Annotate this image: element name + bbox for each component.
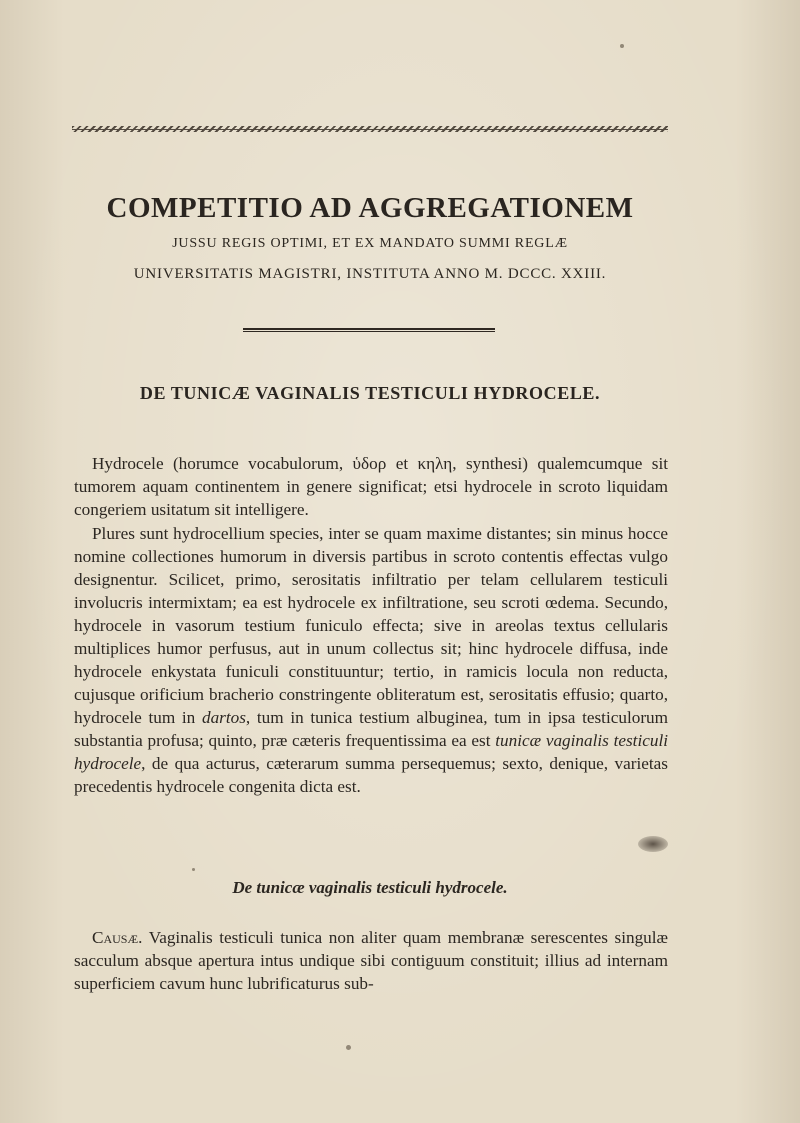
paragraph-3-text	[74, 926, 668, 995]
ornamental-rule	[72, 126, 668, 132]
subheading: De tunicæ vaginalis testiculi hydrocele.	[232, 878, 508, 897]
double-rule-divider	[243, 328, 495, 332]
paragraph-2-italic: tunicæ vaginalis testiculi hydrocele	[74, 731, 669, 773]
ink-speck	[620, 44, 624, 48]
ink-speck	[346, 1045, 351, 1050]
paragraph-2-part-1: Plures sunt hydrocellium species, inter se quam maxime distantes; sin minus hocce nomine collectiones humorum in diversis partibus in scroto contentis effectas vulgo designentur. Scilicet, primo, serositatis infiltratio per telam cellularem testiculi involucris intermixtam; ea est hydrocele ex infiltratione, seu scroti œdema. Secundo, hydrocele in vasorum testium funiculo effecta; sive in areolas textus cellularis multiplices humor perfusus, aut in unum collectus sit; hinc hydrocele diffusa, inde hydrocele enkystata funiculi constituuntur; tertio, in ramicis locula non reducta, cujusque orificium bracherio constringente obliteratum est, serositatis effusio; quarto, hydrocele tum in	[74, 524, 668, 727]
paragraph-1-text: Hydrocele (horumce vocabulorum, ὑδορ et κηλη, synthesi) qualemcumque sit tumorem aquam continentem in genere significat; etsi hydrocele in scroto liquidam congeriem usitatum sit intelligere.	[74, 454, 668, 519]
paragraph-2-dartos: dartos	[201, 708, 246, 727]
section-title: DE TUNICÆ VAGINALIS TESTICULI HYDROCELE.	[139, 383, 601, 403]
ink-speck	[192, 868, 195, 871]
paragraph-2-text	[74, 522, 668, 798]
main-title: COMPETITIO AD AGGREGATIONEM	[106, 192, 634, 224]
paragraph-3-lead: Causæ.	[92, 928, 143, 947]
paragraph-1	[74, 452, 668, 521]
ink-blot	[638, 836, 668, 852]
subtitle-line-1: JUSSU REGIS OPTIMI, ET EX MANDATO SUMMI REGLÆ	[172, 236, 568, 251]
paragraph-2	[74, 522, 668, 798]
paragraph-3	[74, 926, 668, 995]
paragraph-2-part-2: , tum in tunica testium albuginea, tum in ipsa testiculorum substantia profusa; quinto, præ cæteris frequentissima ea est	[74, 708, 669, 750]
subtitle-line-2: UNIVERSITATIS MAGISTRI, INSTITUTA ANNO M. DCCC. XXIII.	[133, 266, 607, 282]
paragraph-3-body: Vaginalis testiculi tunica non aliter quam membranæ serescentes singulæ sacculum absque apertura intus undique sibi contiguum constituit; illius ad internam superficiem cavum hunc lubrificaturus sub-	[74, 928, 668, 993]
paragraph-2-part-3: , de qua acturus, cæterarum summa persequemus; sexto, denique, varietas precedentis hydrocele congenita dicta est.	[74, 754, 668, 796]
